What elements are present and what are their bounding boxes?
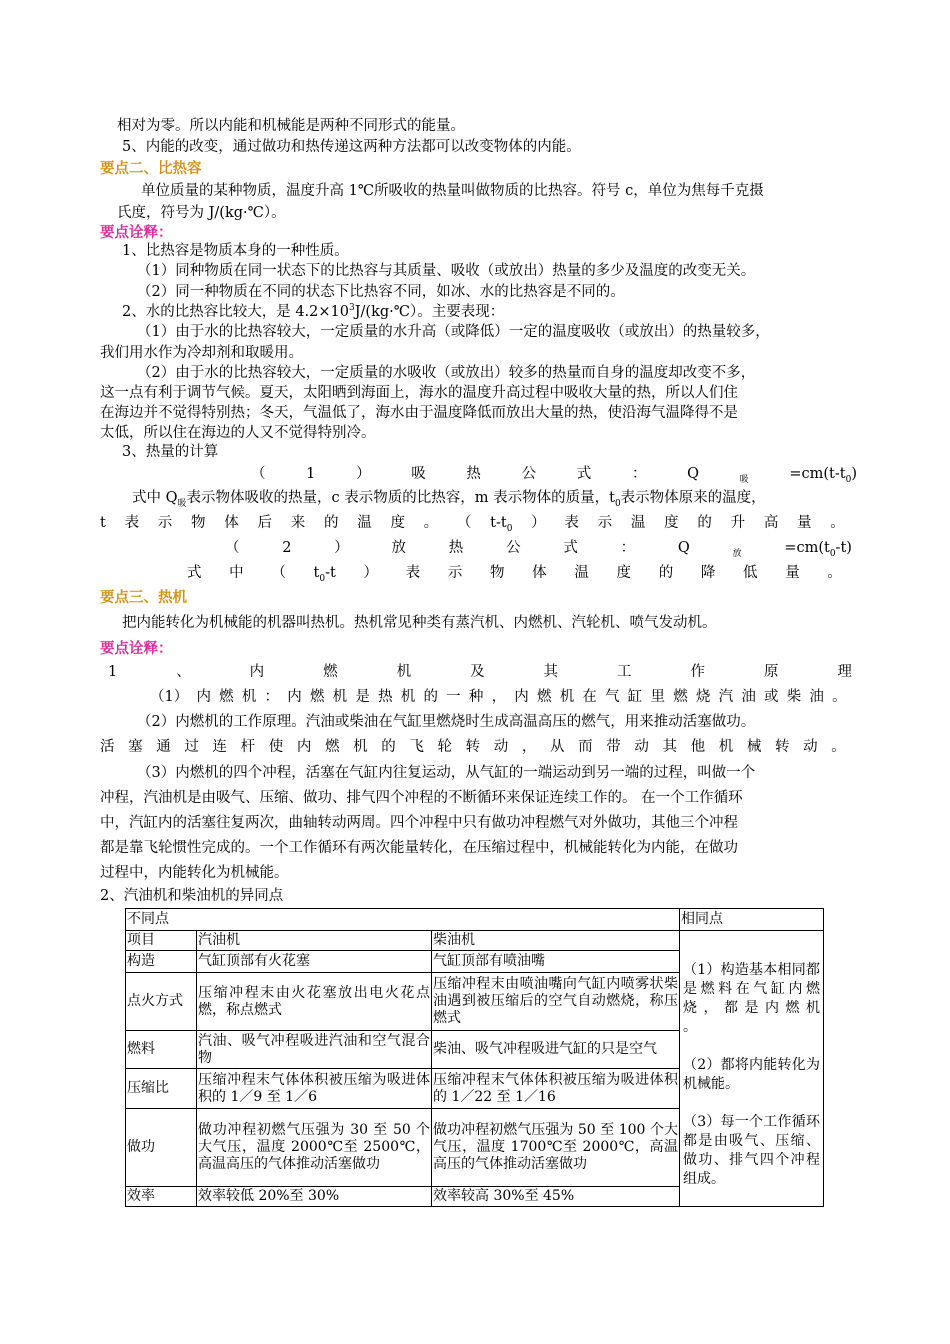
char: 带 bbox=[606, 739, 621, 755]
char: 使 bbox=[268, 739, 284, 755]
header-same: 相同点 bbox=[680, 909, 824, 931]
subscript: 0 bbox=[319, 573, 326, 584]
char: 动 bbox=[803, 739, 818, 755]
char: 机 bbox=[396, 664, 412, 680]
char: 后 bbox=[257, 515, 272, 531]
text-line: 1、比热容是物质本身的一种性质。 bbox=[122, 243, 349, 259]
cell-item: 效率 bbox=[126, 1187, 197, 1207]
text-line: 3、热量的计算 bbox=[122, 444, 219, 460]
eq-part: =cm(t-t bbox=[789, 466, 846, 482]
note-heading: 要点诠释： bbox=[100, 641, 173, 657]
char: 体 bbox=[532, 565, 547, 581]
text-line: （2）由于水的比热容较大，一定质量的水吸收（或放出）较多的热量而自身的温度却改变不多， bbox=[137, 365, 756, 381]
cell-item: 点火方式 bbox=[126, 973, 197, 1031]
char: 放 bbox=[391, 540, 407, 556]
char: ） bbox=[531, 515, 546, 531]
char: 温 bbox=[357, 515, 372, 531]
char: 高 bbox=[763, 515, 779, 531]
text-line: 我们用水作为冷却剂和取暖用。 bbox=[100, 345, 303, 361]
eq-part: -t) bbox=[835, 540, 852, 556]
char: 燃 bbox=[325, 739, 340, 755]
text-line: （3）内燃机的四个冲程，活塞在气缸内往复运动，从气缸的一端运动到另一端的过程，叫做一个 bbox=[137, 765, 756, 781]
term-part: t-t bbox=[490, 515, 507, 531]
text-line: 中，汽缸内的活塞往复两次，曲轴转动两周。四个冲程中只有做功冲程燃气对外做功，其他三个冲程 bbox=[100, 815, 738, 831]
char: 或 bbox=[764, 689, 779, 705]
cell-diesel: 做功冲程初燃气压强为 50 至 100 个大气压，温度 1700℃至 2000℃，高温高压的气体推动活塞做功 bbox=[432, 1109, 680, 1187]
subscript: 放 bbox=[732, 549, 742, 559]
char: 从 bbox=[550, 739, 565, 755]
text-line-justified bbox=[187, 563, 842, 583]
char: 式 bbox=[563, 540, 578, 556]
char: 燃 bbox=[219, 689, 234, 705]
term bbox=[490, 513, 512, 533]
char: 机 bbox=[353, 739, 368, 755]
char: 。 bbox=[827, 565, 842, 581]
char: 度 bbox=[616, 565, 632, 581]
subscript: 0 bbox=[614, 498, 621, 509]
char: 是 bbox=[355, 689, 370, 705]
superscript: 3 bbox=[349, 303, 355, 314]
char: 的 bbox=[658, 565, 674, 581]
char: 。 bbox=[423, 515, 439, 531]
char: 内 bbox=[514, 689, 529, 705]
char: 内 bbox=[196, 689, 211, 705]
char: 热 bbox=[378, 689, 393, 705]
char: （ bbox=[271, 565, 286, 581]
char: 飞 bbox=[409, 739, 424, 755]
symbol-q: Q bbox=[687, 466, 699, 482]
cell-gasoline: 压缩冲程末由火花塞放出电火花点燃，称点燃式 bbox=[197, 973, 432, 1031]
char: 机 bbox=[718, 739, 734, 755]
char: 连 bbox=[212, 739, 227, 755]
equation bbox=[784, 538, 852, 564]
char: （ bbox=[225, 540, 240, 556]
char: 升 bbox=[730, 515, 746, 531]
char: ） bbox=[334, 540, 349, 556]
char: 燃 bbox=[673, 689, 688, 705]
char: 塞 bbox=[128, 739, 143, 755]
term-part: t bbox=[313, 565, 320, 581]
char: 转 bbox=[465, 739, 481, 755]
text-line: （1）由于水的比热容较大，一定质量的水升高（或降低）一定的温度吸收（或放出）的热量较多， bbox=[137, 324, 770, 340]
cell-diesel: 压缩冲程末由喷油嘴向气缸内喷雾状柴油遇到被压缩后的空气自动燃烧，称压燃式 bbox=[432, 973, 680, 1031]
symbol-q: Q bbox=[677, 540, 690, 556]
char: 过 bbox=[184, 739, 199, 755]
note-heading: 要点诠释： bbox=[100, 225, 173, 241]
text-line: 这一点有利于调节气候。夏天，太阳晒到海面上，海水的温度升高过程中吸收大量的热，所以人们住 bbox=[100, 385, 738, 401]
char: 的 bbox=[323, 515, 339, 531]
text-line: 相对为零。所以内能和机械能是两种不同形式的能量。 bbox=[117, 118, 465, 134]
char: 的 bbox=[423, 689, 438, 705]
char: 一 bbox=[446, 689, 461, 705]
char: 物 bbox=[191, 515, 206, 531]
char: （1） bbox=[150, 689, 189, 705]
char: 式 bbox=[187, 565, 202, 581]
cell-item: 燃料 bbox=[126, 1031, 197, 1069]
text-segment: 式中 Q bbox=[132, 490, 178, 506]
term bbox=[314, 563, 336, 583]
cell-gasoline: 气缸顶部有火花塞 bbox=[197, 951, 432, 973]
char: 其 bbox=[543, 664, 559, 680]
char: 油 bbox=[809, 689, 824, 705]
char: ） bbox=[356, 466, 371, 482]
char: 量 bbox=[785, 565, 800, 581]
char: ： bbox=[620, 540, 636, 556]
text-line-justified bbox=[100, 513, 845, 533]
char: 度 bbox=[390, 515, 405, 531]
cell-diesel: 效率较高 30%至 45% bbox=[432, 1187, 680, 1207]
cell-item: 压缩比 bbox=[126, 1069, 197, 1109]
char: 械 bbox=[746, 739, 762, 755]
text-line: 2、汽油机和柴油机的异同点 bbox=[100, 888, 284, 904]
char: 降 bbox=[700, 565, 716, 581]
text-line: 把内能转化为机械能的机器叫热机。热机常见种类有蒸汽机、内燃机、汽轮机、喷气发动机。 bbox=[122, 615, 717, 631]
char: 。 bbox=[831, 739, 846, 755]
char: 式 bbox=[576, 466, 592, 482]
text-line-justified bbox=[150, 687, 847, 707]
char: 表 bbox=[124, 515, 140, 531]
char: 温 bbox=[574, 565, 589, 581]
char: 燃 bbox=[309, 689, 325, 705]
cell-gasoline: 效率较低 20%至 30% bbox=[197, 1187, 432, 1207]
text-line: 单位质量的某种物质，温度升高 1℃所吸收的热量叫做物质的比热容。符号 c，单位为焦每千克摄 bbox=[141, 183, 764, 199]
char: （ bbox=[251, 466, 266, 482]
char: 活 bbox=[100, 739, 115, 755]
equation bbox=[789, 464, 857, 490]
same-point: （2）都将内能转化为机械能。 bbox=[683, 1057, 820, 1092]
char: 1 bbox=[108, 664, 118, 680]
char: 的 bbox=[381, 739, 396, 755]
text-line: （2）内燃机的工作原理。汽油或柴油在气缸里燃烧时生成高温高压的燃气，用来推动活塞做功。 bbox=[137, 714, 756, 730]
char: 热 bbox=[466, 466, 481, 482]
text-segment: J/(kg·℃）。主要表现： bbox=[354, 304, 505, 320]
cell-item: 构造 bbox=[126, 951, 197, 973]
char: 油 bbox=[741, 689, 756, 705]
formula-absorb bbox=[251, 464, 857, 490]
char: 燃 bbox=[323, 664, 338, 680]
char: 杆 bbox=[240, 739, 256, 755]
char: 中 bbox=[229, 565, 244, 581]
text-line bbox=[132, 488, 766, 508]
char: 量 bbox=[797, 515, 812, 531]
char: 在 bbox=[582, 689, 597, 705]
char: 吸 bbox=[411, 466, 426, 482]
char: 原 bbox=[763, 664, 779, 680]
char: 。 bbox=[830, 515, 845, 531]
char: 他 bbox=[690, 739, 706, 755]
text-line: 在海边并不觉得特别热；冬天，气温低了，海水由于温度降低而放出大量的热，使沿海气温降得不是 bbox=[100, 405, 738, 421]
text-segment: 2、水的比热容比较大，是 4.2×10 bbox=[122, 304, 349, 320]
cell-gasoline: 做功冲程初燃气压强为 30 至 50 个大气压，温度 2000℃至 2500℃，高温高压的气体推动活塞做功 bbox=[197, 1109, 432, 1187]
char: 气 bbox=[605, 689, 620, 705]
cell-diesel: 压缩冲程末气体体积被压缩为吸进体积的 1／22 至 1／16 bbox=[432, 1069, 680, 1109]
char: 通 bbox=[156, 739, 171, 755]
text-line-justified bbox=[108, 662, 852, 682]
char: 内 bbox=[296, 739, 312, 755]
char: 机 bbox=[332, 689, 348, 705]
same-point: （1）构造基本相同都是燃料在气缸内燃烧，都是内燃机 。 bbox=[683, 962, 890, 1035]
char: 机 bbox=[559, 689, 575, 705]
char: 机 bbox=[400, 689, 416, 705]
subscript: 0 bbox=[506, 523, 513, 534]
char: 表 bbox=[564, 515, 579, 531]
char: 内 bbox=[287, 689, 302, 705]
char: 度 bbox=[664, 515, 679, 531]
same-points-cell bbox=[680, 931, 890, 1207]
eq-part: =cm(t bbox=[784, 540, 830, 556]
text-line: 过程中，内能转化为机械能。 bbox=[100, 865, 289, 881]
char: 燃 bbox=[536, 689, 552, 705]
char: 转 bbox=[775, 739, 790, 755]
char: 机 bbox=[241, 689, 257, 705]
comparison-table bbox=[125, 908, 890, 1207]
formula-release bbox=[225, 538, 852, 564]
section-heading-heat-engine: 要点三、热机 bbox=[100, 590, 187, 606]
char: 示 bbox=[597, 515, 613, 531]
cell-gasoline: 汽油、吸气冲程吸进汽油和空气混合物 bbox=[197, 1031, 432, 1069]
char: 物 bbox=[490, 565, 505, 581]
char: 汽 bbox=[718, 689, 734, 705]
char: 动 bbox=[493, 739, 509, 755]
text-line-justified bbox=[100, 737, 846, 757]
header-diff: 不同点 bbox=[126, 909, 680, 931]
cell-diesel: 气缸顶部有喷油嘴 bbox=[432, 951, 680, 973]
char: ） bbox=[363, 565, 378, 581]
char: ： bbox=[264, 689, 280, 705]
char: 理 bbox=[837, 664, 852, 680]
term-part: -t bbox=[325, 565, 336, 581]
char: 而 bbox=[578, 739, 593, 755]
subscript: 吸 bbox=[739, 475, 749, 485]
eq-part: ) bbox=[851, 466, 857, 482]
char: 热 bbox=[448, 540, 464, 556]
char: 内 bbox=[249, 664, 265, 680]
char: 示 bbox=[157, 515, 173, 531]
char: 烧 bbox=[695, 689, 711, 705]
text-segment: 表示物体原来的温度， bbox=[620, 490, 766, 506]
char: ： bbox=[631, 466, 647, 482]
char: 及 bbox=[470, 664, 485, 680]
char: 温 bbox=[630, 515, 646, 531]
same-point: （3）每一个工作循环都是由吸气、压缩、做功、排气四个冲程组成。 bbox=[683, 1114, 820, 1187]
char: 种 bbox=[468, 689, 484, 705]
char: 、 bbox=[176, 664, 191, 680]
char: 其 bbox=[662, 739, 677, 755]
text-segment: 表示物体吸收的热量，c 表示物质的比热容，m 表示物体的质量，t bbox=[186, 490, 615, 506]
text-line: 5、内能的改变，通过做功和热传递这两种方法都可以改变物体的内能。 bbox=[122, 139, 581, 155]
char: 缸 bbox=[627, 689, 643, 705]
char: 轮 bbox=[437, 739, 452, 755]
char: 来 bbox=[290, 515, 306, 531]
text-line: 冲程，汽油机是由吸气、压缩、做功、排气四个冲程的不断循环来保证连续工作的。 在一个工作循环 bbox=[100, 790, 743, 806]
char: 低 bbox=[743, 565, 758, 581]
char: 的 bbox=[697, 515, 712, 531]
char: 表 bbox=[405, 565, 421, 581]
char: 示 bbox=[447, 565, 463, 581]
text-line: （1）同种物质在同一状态下的比热容与其质量、吸收（或放出）热量的多少及温度的改变无关。 bbox=[137, 263, 756, 279]
char: 作 bbox=[690, 664, 705, 680]
text-line bbox=[122, 302, 504, 322]
char: 体 bbox=[224, 515, 239, 531]
text-line: 氏度，符号为 J/(kg·℃）。 bbox=[117, 205, 286, 221]
text-line: （2）同一种物质在不同的状态下比热容不同，如冰、水的比热容是不同的。 bbox=[137, 284, 625, 300]
char: 柴 bbox=[786, 689, 802, 705]
char: 2 bbox=[282, 540, 292, 556]
subscript: 0 bbox=[829, 548, 836, 559]
subscript: 吸 bbox=[177, 498, 187, 509]
cell-item: 做功 bbox=[126, 1109, 197, 1187]
char: 里 bbox=[650, 689, 665, 705]
cell-diesel: 柴油、吸气冲程吸进气缸的只是空气 bbox=[432, 1031, 680, 1069]
char: 。 bbox=[832, 689, 847, 705]
char: ， bbox=[491, 689, 507, 705]
section-heading-specific-heat: 要点二、比热容 bbox=[100, 161, 202, 177]
text-line: 都是靠飞轮惯性完成的。一个工作循环有两次能量转化，在压缩过程中，机械能转化为内能，在做功 bbox=[100, 840, 738, 856]
char: 公 bbox=[506, 540, 521, 556]
cell-gasoline: 压缩冲程末气体体积被压缩为吸进体积的 1／9 至 1／6 bbox=[197, 1069, 432, 1109]
char: t bbox=[100, 515, 106, 531]
char: 1 bbox=[306, 466, 316, 482]
table-row bbox=[126, 909, 824, 931]
char: ， bbox=[521, 739, 537, 755]
subscript: 0 bbox=[845, 474, 852, 485]
table-row bbox=[126, 931, 824, 951]
char: （ bbox=[456, 515, 472, 531]
col-gasoline: 汽油机 bbox=[197, 931, 432, 951]
text-line: 太低，所以住在海边的人又不觉得特别冷。 bbox=[100, 425, 376, 441]
char: 公 bbox=[521, 466, 537, 482]
char: 动 bbox=[634, 739, 649, 755]
col-item: 项目 bbox=[126, 931, 197, 951]
col-diesel: 柴油机 bbox=[432, 931, 680, 951]
char: 工 bbox=[617, 664, 632, 680]
